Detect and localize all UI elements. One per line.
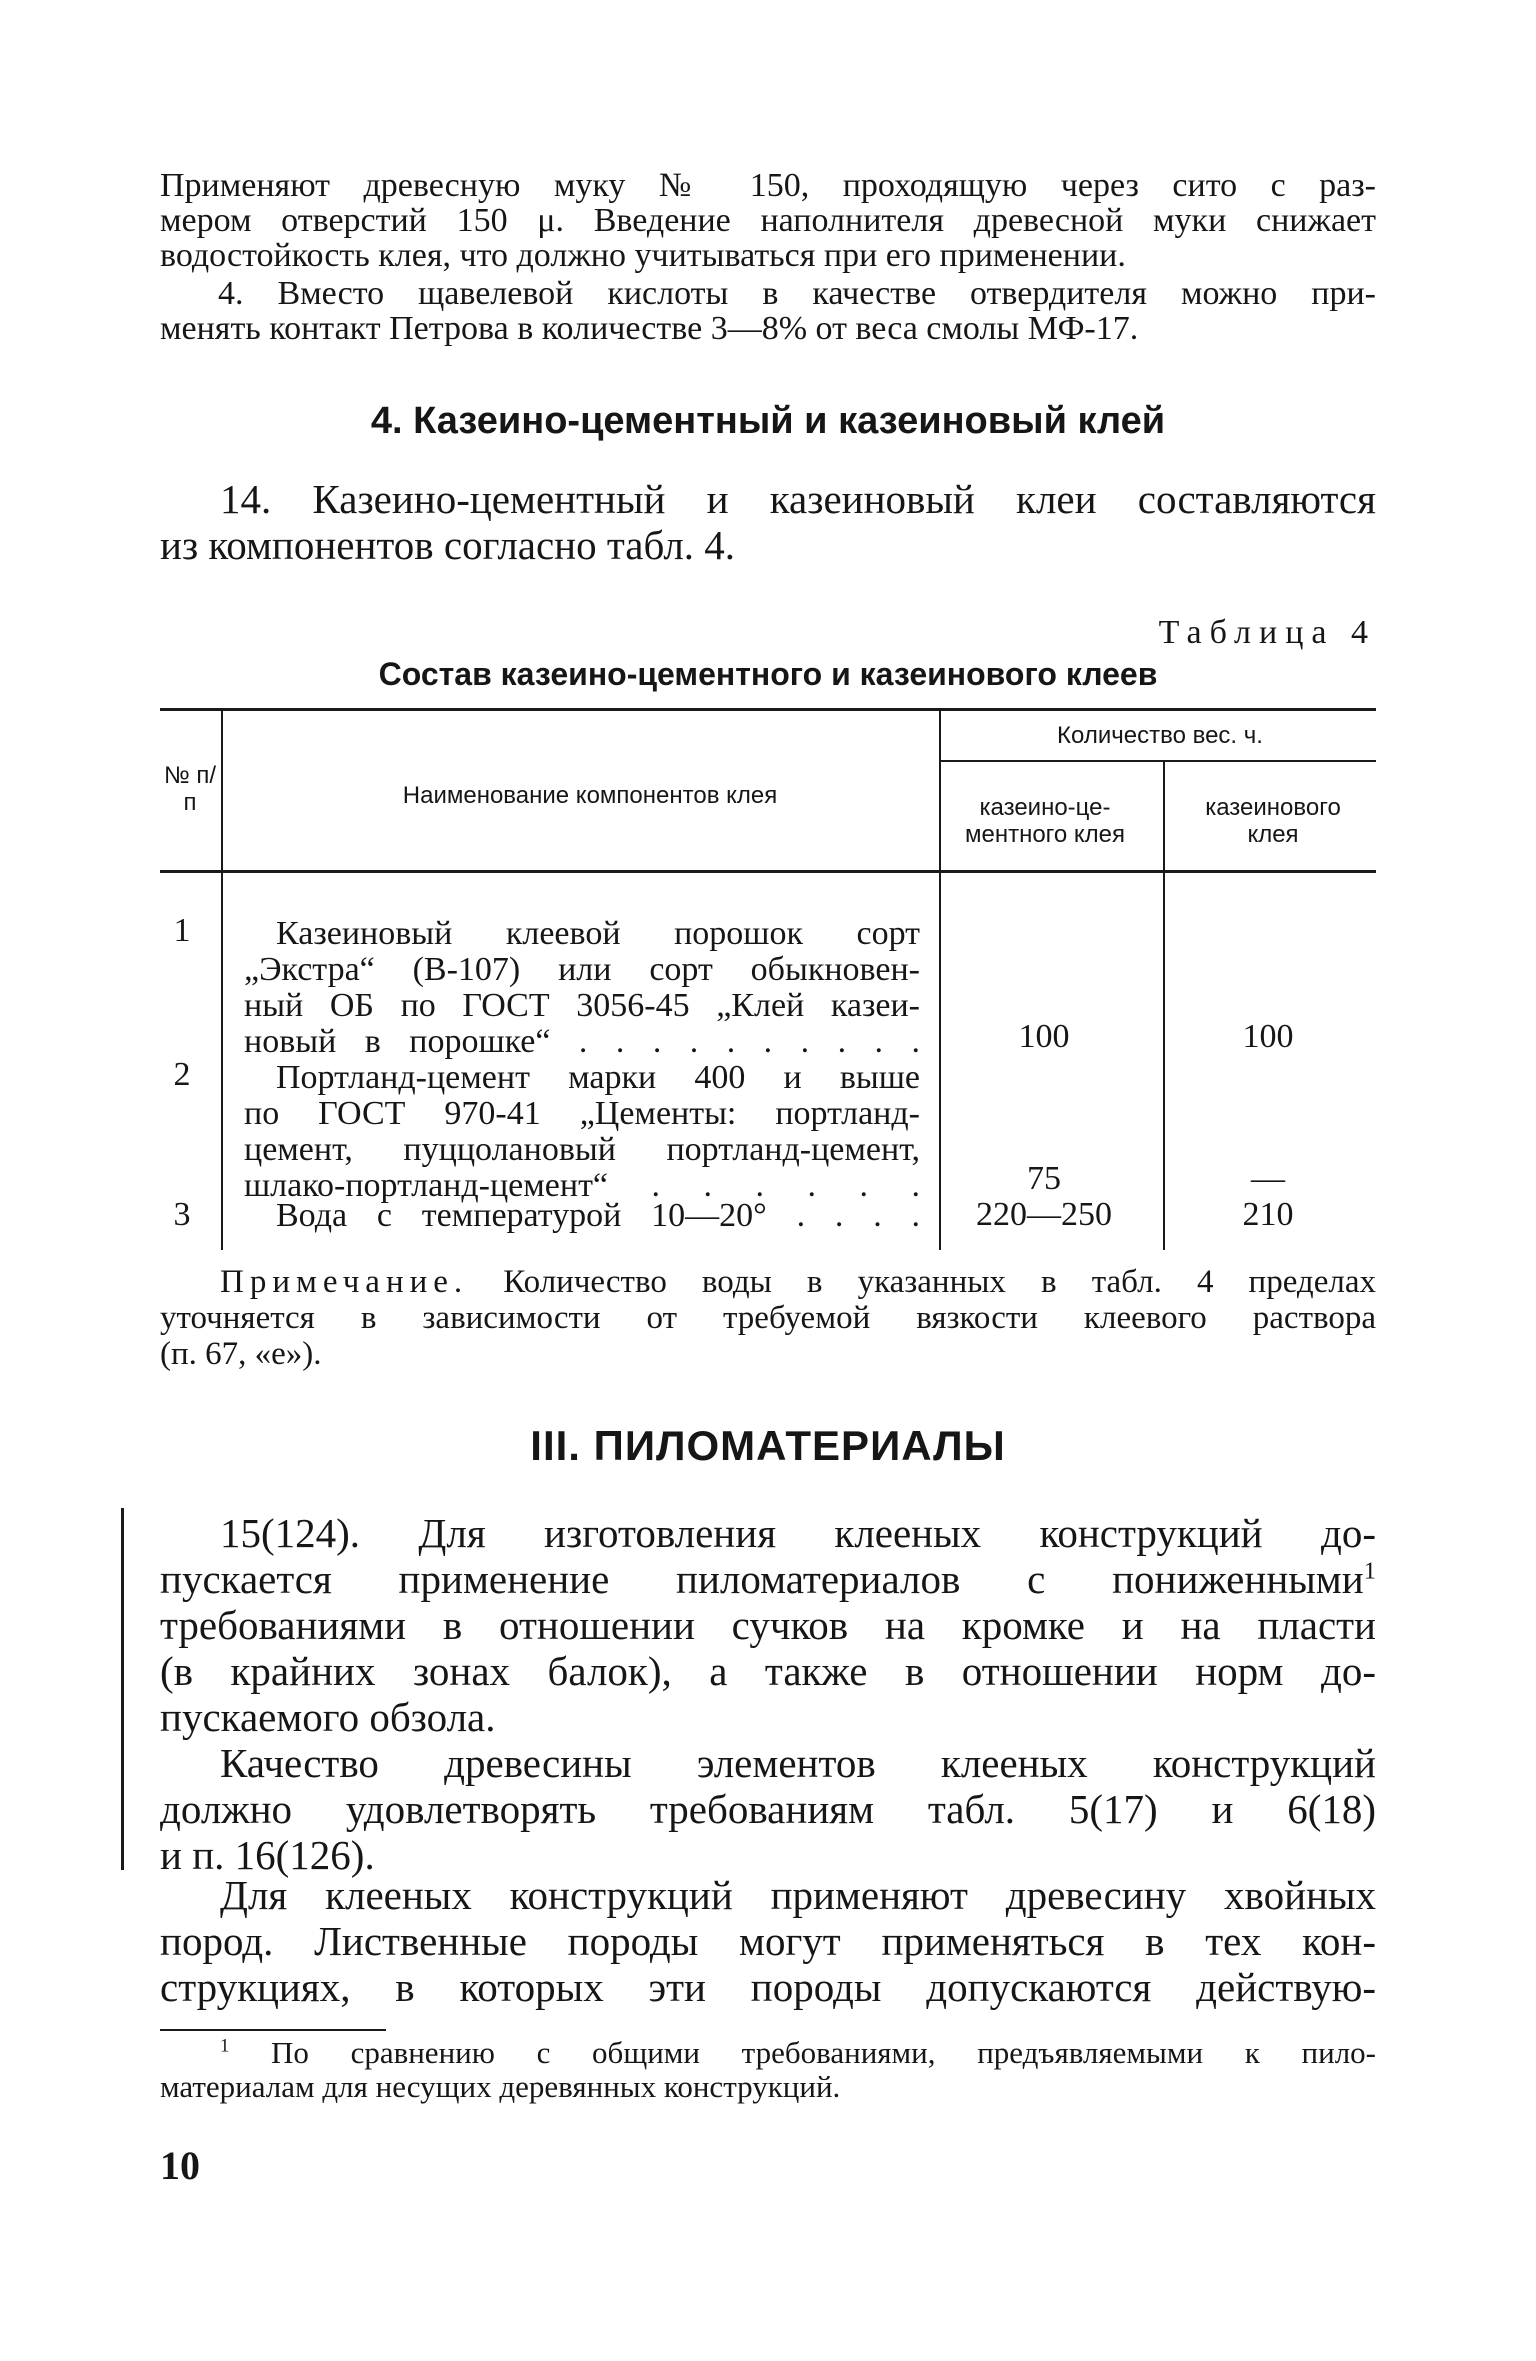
paragraph-species — [160, 1872, 1376, 2010]
table-label: Таблица 4 — [1158, 614, 1376, 651]
paragraph-15 — [160, 1510, 1376, 1740]
text-line: цемент, пуццолановый портланд-цемент, — [244, 1131, 920, 1168]
table-cell-value: 100 — [1018, 1018, 1070, 1055]
note-text: Количество воды в указанных в табл. 4 пределах — [468, 1264, 1376, 1300]
table-cell-value: 220—250 — [976, 1196, 1112, 1233]
paragraph-quality — [160, 1740, 1376, 1878]
text-line: из компонентов согласно табл. 4. — [160, 522, 736, 568]
text-line: Качество древесины элементов клееных конструкций — [220, 1740, 1376, 1786]
table-cell-value: 100 — [1242, 1018, 1294, 1055]
table-cell-value: — — [1251, 1160, 1285, 1197]
table-subheader-rule — [940, 760, 1376, 762]
note-label: Примечание. — [220, 1264, 469, 1300]
text-line: требованиями в отношении сучков на кромке и на пласти — [160, 1602, 1376, 1648]
text-line: материалам для несущих деревянных конструкций. — [160, 2069, 841, 2104]
text-line: водостойкость клея, что должно учитываться при его применении. — [160, 237, 1126, 274]
text-line — [160, 2036, 1376, 2070]
text-line — [160, 1556, 1376, 1602]
text-line: пускаемого обзола. — [160, 1694, 496, 1740]
text-line: Применяют древесную муку № 150, проходящую через сито с раз- — [160, 167, 1376, 204]
text-line: должно удовлетворять требованиям табл. 5(17) и 6(18) — [160, 1786, 1376, 1832]
table-row-number: 3 — [173, 1196, 191, 1233]
chapter-heading: III. ПИЛОМАТЕРИАЛЫ — [530, 1422, 1006, 1469]
table-row-name — [244, 916, 920, 1060]
item-4-paragraph — [160, 276, 1376, 346]
page-number: 10 — [160, 2143, 200, 2188]
text-line: новый в порошке“ . . . . . . . . . . — [244, 1023, 920, 1060]
paragraph-14 — [160, 476, 1376, 568]
table-column-divider — [939, 710, 941, 1250]
text-line: пород. Лиственные породы могут применяться в тех кон- — [160, 1918, 1376, 1964]
table-row-number: 2 — [173, 1056, 191, 1093]
text-line: ный ОБ по ГОСТ 3056-45 „Клей казеи- — [244, 987, 920, 1024]
text-line: „Экстра“ (В-107) или сорт обыкновен- — [244, 951, 920, 988]
text-line: струкциях, в которых эти породы допускаются действую- — [160, 1964, 1376, 2010]
text-line: (п. 67, «е»). — [160, 1336, 322, 1372]
table-caption: Состав казеино-цементного и казеинового клеев — [378, 656, 1158, 692]
text-line: Для клееных конструкций применяют древесину хвойных — [220, 1872, 1376, 1918]
text-line: мером отверстий 150 μ. Введение наполнителя древесной муки снижает — [160, 202, 1376, 239]
table-column-divider — [221, 710, 223, 1250]
text-line: 14. Казеино-цементный и казеиновый клеи составляются — [220, 476, 1376, 522]
footnote-mark: 1 — [220, 2035, 230, 2057]
table-header-quantity: Количество вес. ч. — [1057, 722, 1263, 749]
table-column-divider — [1163, 762, 1165, 1250]
text-line — [160, 1264, 1376, 1300]
revision-bar — [121, 1508, 124, 1870]
table-header-casein-cement: казеино-це- ментного клея — [964, 794, 1126, 848]
text-line: и п. 16(126). — [160, 1832, 375, 1878]
table-cell-value: 75 — [1027, 1160, 1061, 1197]
text-line: 15(124). Для изготовления клееных конструкций до- — [220, 1510, 1376, 1556]
footnote-rule — [160, 2029, 386, 2031]
table-note — [160, 1264, 1376, 1372]
table-header-name: Наименование компонентов клея — [402, 782, 778, 809]
table-row-number: 1 — [173, 912, 191, 949]
footnote — [160, 2036, 1376, 2104]
table-cell-value: 210 — [1242, 1196, 1294, 1233]
footnote-text: По сравнению с общими требованиями, предъявляемыми к пило- — [229, 2035, 1376, 2070]
text-line: менять контакт Петрова в количестве 3—8% от веса смолы МФ-17. — [160, 310, 1139, 347]
text-span: пускается применение пиломатериалов с пониженными — [160, 1556, 1364, 1602]
section-heading: 4. Казеино-цементный и казеиновый клей — [370, 400, 1166, 442]
table-header-bottom-rule — [160, 870, 1376, 873]
table-row-name — [244, 1198, 920, 1234]
text-line: Казеиновый клеевой порошок сорт — [276, 915, 920, 952]
table-top-rule — [160, 708, 1376, 711]
text-line: Портланд-цемент марки 400 и выше — [276, 1059, 920, 1096]
table-header-num: № п/п — [163, 762, 217, 816]
text-line: по ГОСТ 970-41 „Цементы: портланд- — [244, 1095, 920, 1132]
intro-paragraph — [160, 168, 1376, 273]
text-line: шлако-портланд-цемент“ . . . . . . — [244, 1167, 920, 1204]
footnote-ref: 1 — [1363, 1557, 1376, 1585]
text-line: (в крайних зонах балок), а также в отношении норм до- — [160, 1648, 1376, 1694]
text-line: Вода с температурой 10—20° . . . . — [276, 1197, 920, 1234]
table-row-name — [244, 1060, 920, 1204]
table-header-casein: казеинового клея — [1205, 794, 1341, 848]
text-line: уточняется в зависимости от требуемой вязкости клеевого раствора — [160, 1300, 1376, 1336]
text-line: 4. Вместо щавелевой кислоты в качестве отвердителя можно при- — [218, 275, 1376, 312]
